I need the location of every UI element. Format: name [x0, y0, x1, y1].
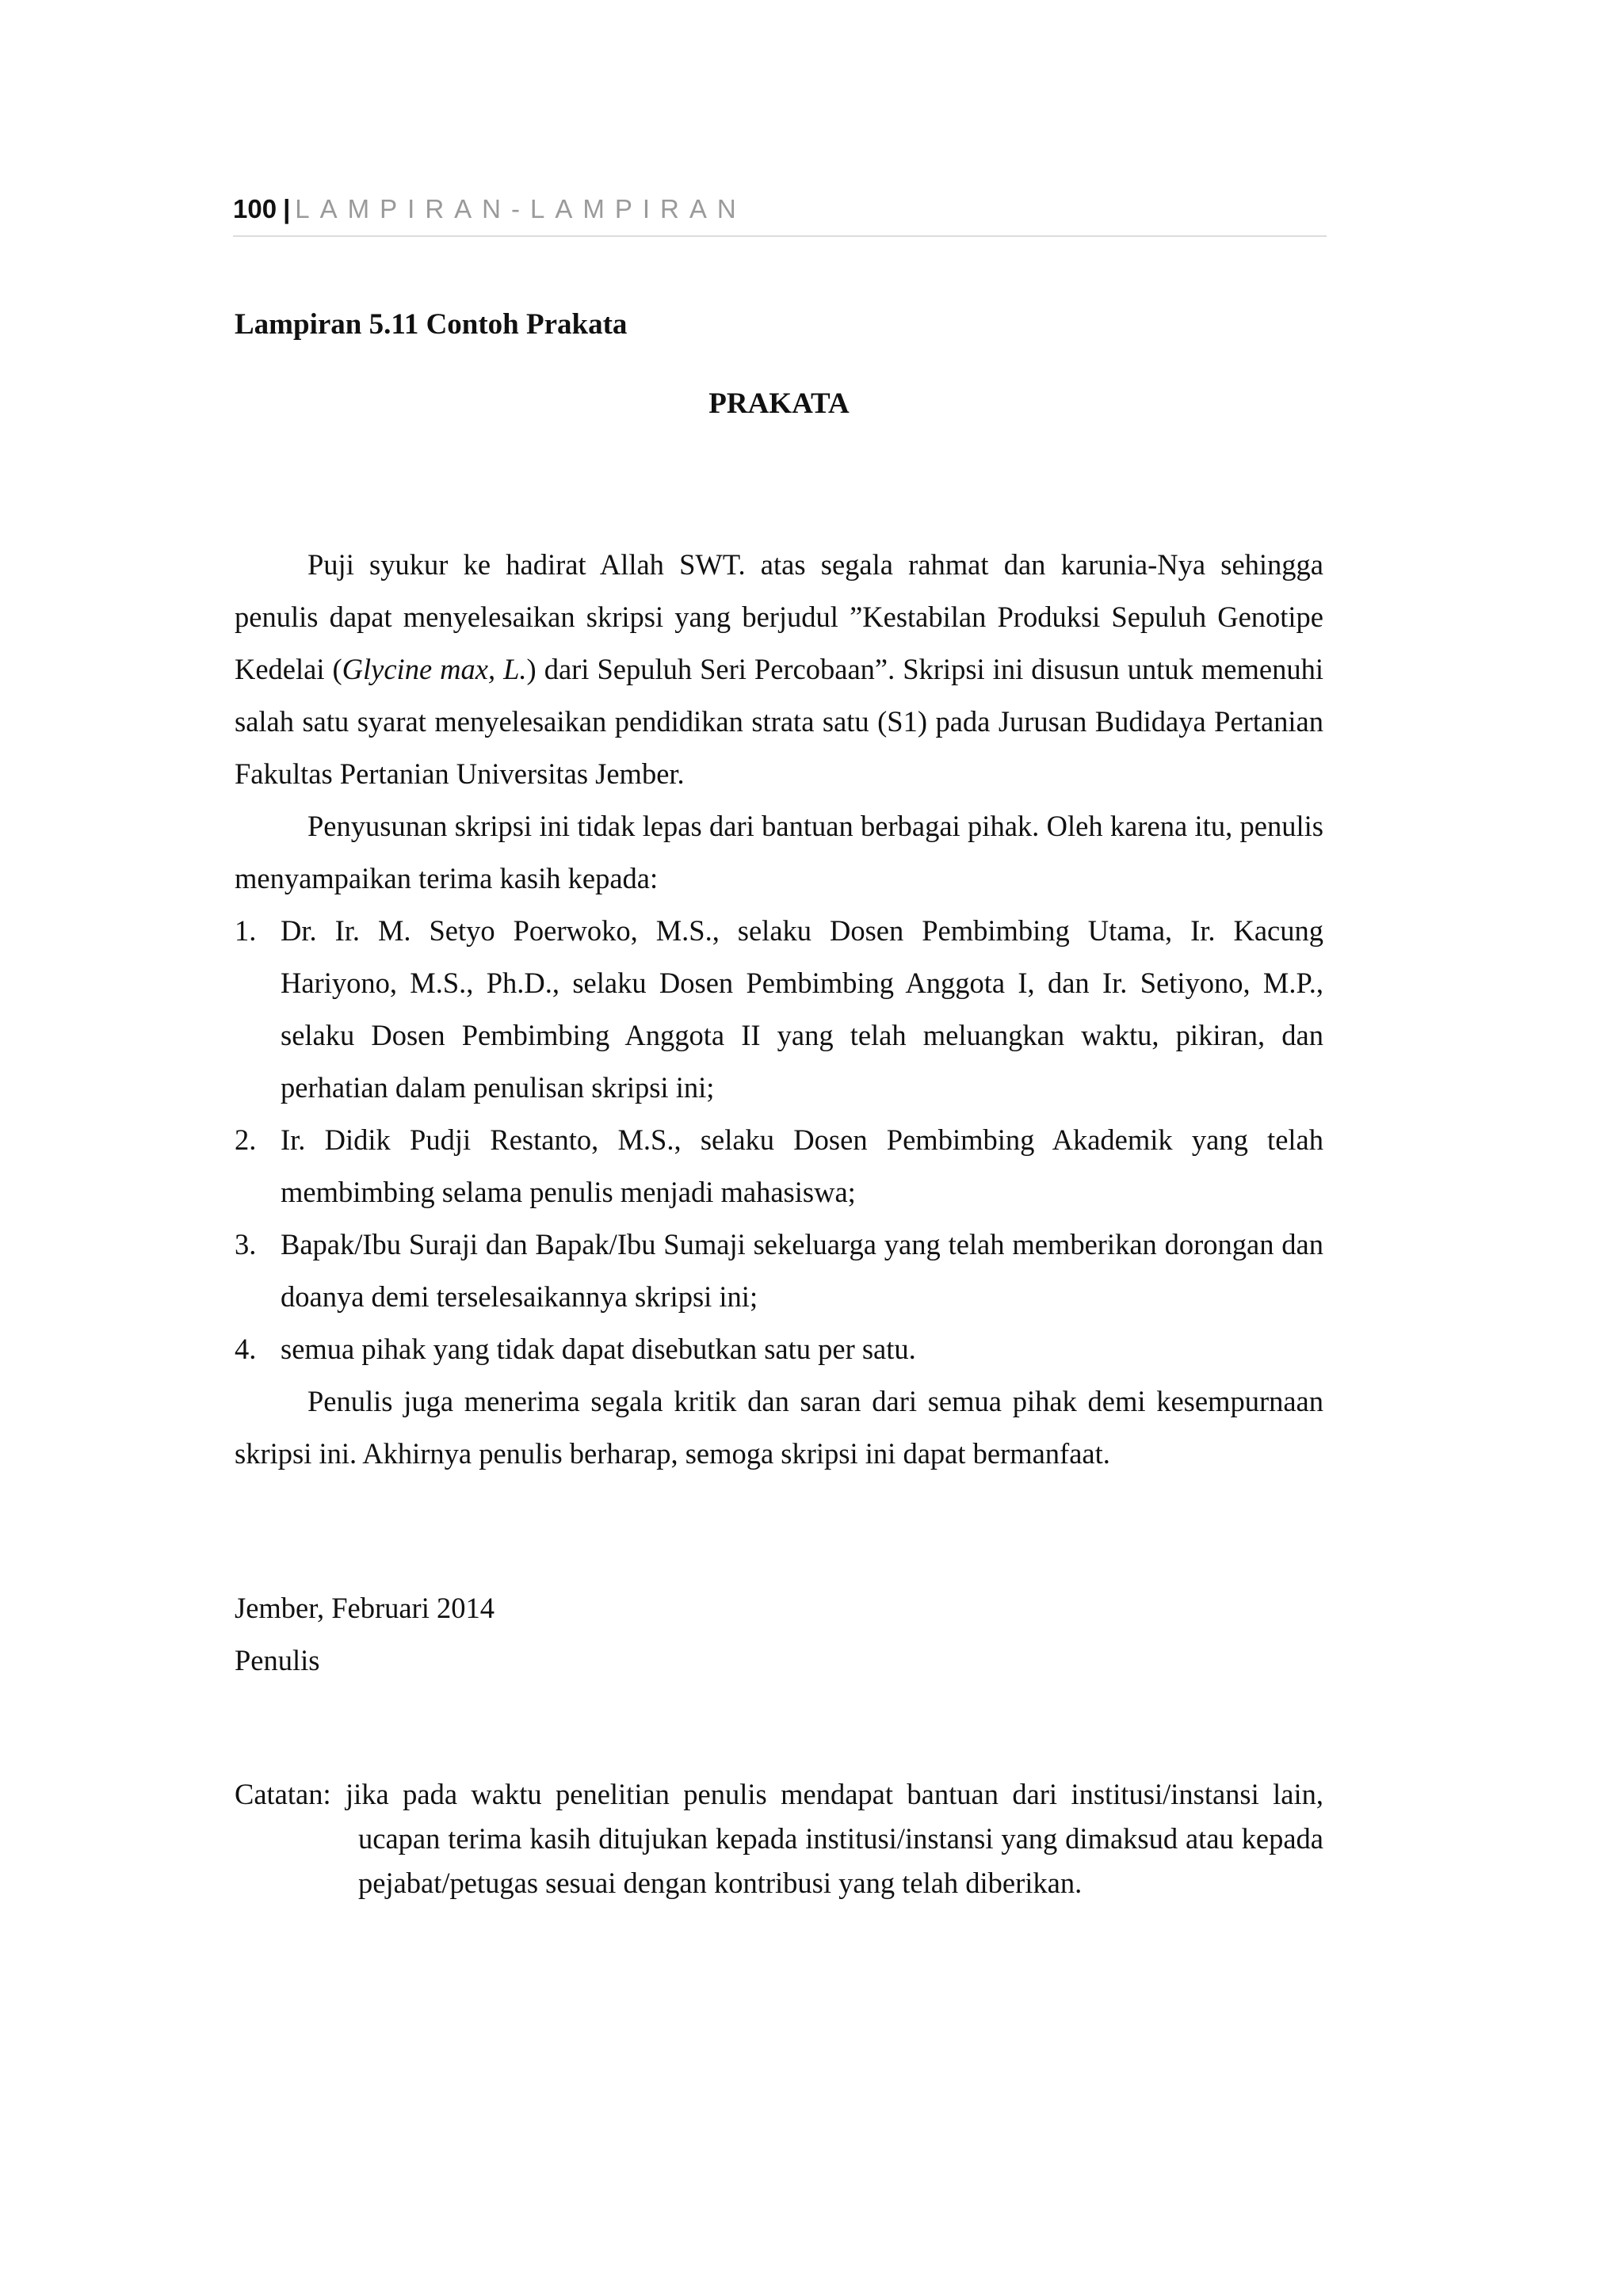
list-item-text: Bapak/Ibu Suraji dan Bapak/Ibu Sumaji sekeluarga yang telah memberikan dorongan dan doanya demi terselesaikannya skripsi ini;: [281, 1228, 1323, 1313]
document-heading: PRAKATA: [708, 387, 850, 420]
list-item: [235, 1219, 1323, 1323]
paragraph-opening-part2: ) dari Sepuluh Seri Percobaan”. Skripsi ini disusun untuk memenuhi salah satu syarat menyelesaikan pendidikan strata satu (S1) pada Jurusan Budidaya Pertanian Fakultas Pertanian Universitas Jember.: [235, 653, 1323, 790]
header-section-title: LAMPIRAN-LAMPIRAN: [295, 194, 747, 223]
list-item-number: 1.: [235, 914, 257, 947]
note-label: Catatan:: [235, 1778, 331, 1810]
signoff-author: Penulis: [235, 1644, 320, 1676]
thanks-list: [235, 905, 1323, 1375]
list-item-number: 4.: [235, 1333, 257, 1365]
list-item-number: 3.: [235, 1228, 257, 1261]
paragraph-acknowledgement-intro: Penyusunan skripsi ini tidak lepas dari bantuan berbagai pihak. Oleh karena itu, penulis menyampaikan terima kasih kepada:: [235, 810, 1323, 894]
list-item-text: semua pihak yang tidak dapat disebutkan satu per satu.: [281, 1333, 916, 1365]
list-item-text: Dr. Ir. M. Setyo Poerwoko, M.S., selaku Dosen Pembimbing Utama, Ir. Kacung Hariyono, M.S., Ph.D., selaku Dosen Pembimbing Anggota I, dan Ir. Setiyono, M.P., selaku Dosen Pembimbing Anggota II yang telah meluangkan waktu, pikiran, dan perhatian dalam penulisan skripsi ini;: [281, 914, 1323, 1104]
signoff-place-date: Jember, Februari 2014: [235, 1592, 495, 1624]
header-separator: |: [283, 194, 291, 223]
signoff: [235, 1582, 495, 1687]
paragraph-closing: Penulis juga menerima segala kritik dan saran dari semua pihak demi kesempurnaan skripsi ini. Akhirnya penulis berharap, semoga skripsi ini dapat bermanfaat.: [235, 1385, 1323, 1470]
list-item-text: Ir. Didik Pudji Restanto, M.S., selaku Dosen Pembimbing Akademik yang telah membimbing selama penulis menjadi mahasiswa;: [281, 1123, 1323, 1208]
document-body: [235, 539, 1323, 1480]
species-name: Glycine max, L.: [342, 653, 527, 685]
appendix-title: Lampiran 5.11 Contoh Prakata: [235, 308, 628, 341]
note-text: jika pada waktu penelitian penulis mendapat bantuan dari institusi/instansi lain, ucapan terima kasih ditujukan kepada institusi/instansi yang dimaksud atau kepada pejabat/petugas sesuai dengan kontribusi yang telah diberikan.: [346, 1778, 1323, 1899]
paragraph-opening-part1: Puji syukur ke hadirat Allah SWT. atas segala rahmat dan karunia-Nya sehingga penulis dapat menyelesaikan skripsi yang berjudul ”Kestabilan Produksi Sepuluh Genotipe Kedelai (: [235, 548, 1323, 685]
page-header: [233, 194, 1327, 237]
list-item-number: 2.: [235, 1123, 257, 1156]
note: [235, 1772, 1323, 1905]
paragraph-opening: [235, 539, 1323, 800]
page-number: 100: [233, 194, 277, 223]
list-item: [235, 1114, 1323, 1219]
list-item: [235, 905, 1323, 1114]
list-item: [235, 1323, 1323, 1375]
